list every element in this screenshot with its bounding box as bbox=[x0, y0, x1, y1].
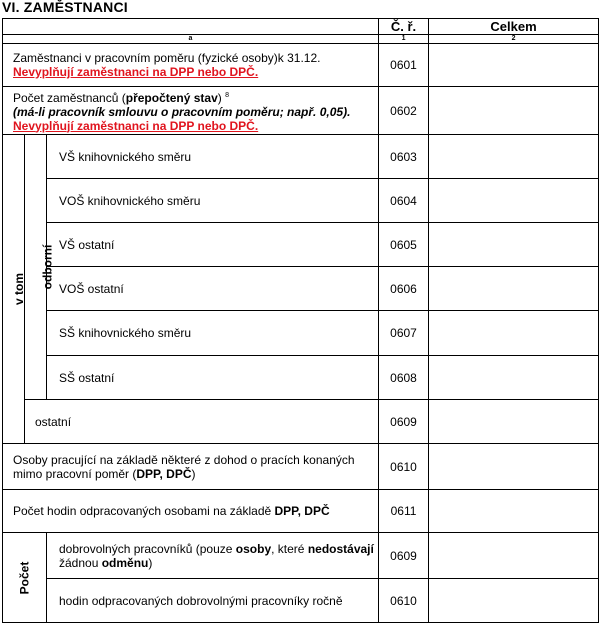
row-0602-label bbox=[3, 87, 379, 135]
row-0608-code: 0608 bbox=[379, 356, 429, 400]
row-0609 bbox=[3, 400, 599, 444]
row-0604 bbox=[3, 179, 599, 223]
row-0602-text-c: ) bbox=[217, 90, 222, 105]
row-0611-code: 0611 bbox=[379, 490, 429, 533]
subheader-a: a bbox=[3, 35, 379, 44]
row-0611-label bbox=[3, 490, 379, 533]
row-0602-text-a: Počet zaměstnanců ( bbox=[13, 90, 126, 105]
row-0609-label: ostatní bbox=[25, 400, 379, 444]
row-0603-total[interactable] bbox=[429, 135, 599, 179]
row-0604-label: VOŠ knihovnického směru bbox=[47, 179, 379, 223]
row-0601-text: Zaměstnanci v pracovním poměru (fyzické osoby)k 31.12. bbox=[13, 51, 321, 65]
row-0601-code: 0601 bbox=[379, 44, 429, 87]
row-volunteers-code: 0609 bbox=[379, 533, 429, 579]
group-pocet: Počet bbox=[3, 533, 47, 623]
row-0610-text-c: ) bbox=[191, 466, 196, 481]
section-title: VI. ZAMĚSTNANCI bbox=[2, 0, 128, 15]
row-0605-label: VŠ ostatní bbox=[47, 223, 379, 267]
row-volunteers bbox=[3, 533, 599, 579]
header-col-total: Celkem bbox=[429, 19, 599, 35]
row-0611 bbox=[3, 490, 599, 533]
group-v-tom: v tom bbox=[3, 135, 25, 444]
row-volunteer-hours-total[interactable] bbox=[429, 579, 599, 623]
row-0602-footnote: 8 bbox=[225, 91, 230, 99]
row-0601 bbox=[3, 44, 599, 87]
row-0608-label: SŠ ostatní bbox=[47, 356, 379, 400]
row-0608-total[interactable] bbox=[429, 356, 599, 400]
row-0610-text-b: DPP, DPČ bbox=[136, 466, 192, 481]
row-volunteers-label: dobrovolných pracovníků (pouze osoby, které nedostávají žádnou odměnu) bbox=[47, 533, 379, 579]
row-0605-code: 0605 bbox=[379, 223, 429, 267]
row-volunteer-hours-code: 0610 bbox=[379, 579, 429, 623]
row-0607-label: SŠ knihovnického směru bbox=[47, 311, 379, 356]
row-0606 bbox=[3, 267, 599, 311]
row-0609-code: 0609 bbox=[379, 400, 429, 444]
header-label-cell bbox=[3, 19, 379, 35]
row-volunteers-total[interactable] bbox=[429, 533, 599, 579]
subheader-1: 1 bbox=[379, 35, 429, 44]
row-0602-code: 0602 bbox=[379, 87, 429, 135]
row-0610-code: 0610 bbox=[379, 444, 429, 490]
row-0604-total[interactable] bbox=[429, 179, 599, 223]
group-odborni: odborní bbox=[25, 135, 47, 400]
row-0606-label: VOŠ ostatní bbox=[47, 267, 379, 311]
row-0611-total[interactable] bbox=[429, 490, 599, 533]
subheader-2: 2 bbox=[429, 35, 599, 44]
row-0601-label bbox=[3, 44, 379, 87]
row-0607 bbox=[3, 311, 599, 356]
row-0610 bbox=[3, 444, 599, 490]
subheader-row bbox=[3, 35, 599, 44]
row-volunteer-hours-label: hodin odpracovaných dobrovolnými pracovníky ročně bbox=[47, 579, 379, 623]
row-0602-note: Nevyplňují zaměstnanci na DPP nebo DPČ. bbox=[13, 118, 259, 133]
row-0604-code: 0604 bbox=[379, 179, 429, 223]
row-0606-code: 0606 bbox=[379, 267, 429, 311]
row-volunteer-hours bbox=[3, 579, 599, 623]
employees-table bbox=[2, 18, 599, 623]
row-0602-italic: (má-li pracovník smlouvu o pracovním poměru; např. 0,05). bbox=[13, 104, 351, 119]
row-0610-total[interactable] bbox=[429, 444, 599, 490]
row-0606-total[interactable] bbox=[429, 267, 599, 311]
row-0603 bbox=[3, 135, 599, 179]
row-0605 bbox=[3, 223, 599, 267]
row-0611-text-b: DPP, DPČ bbox=[274, 504, 330, 518]
row-0601-note: Nevyplňují zaměstnanci na DPP nebo DPČ. bbox=[13, 65, 259, 79]
row-0602-text-b: přepočtený stav bbox=[125, 90, 218, 105]
row-0602 bbox=[3, 87, 599, 135]
row-0602-total[interactable] bbox=[429, 87, 599, 135]
row-0607-total[interactable] bbox=[429, 311, 599, 356]
row-0610-text-a: Osoby pracující na základě některé z dohod o pracích konaných mimo pracovní poměr ( bbox=[13, 452, 355, 481]
row-0608 bbox=[3, 356, 599, 400]
row-0610-label bbox=[3, 444, 379, 490]
row-0603-label: VŠ knihovnického směru bbox=[47, 135, 379, 179]
row-0607-code: 0607 bbox=[379, 311, 429, 356]
row-0603-code: 0603 bbox=[379, 135, 429, 179]
header-col-number: Č. ř. bbox=[379, 19, 429, 35]
row-0601-total[interactable] bbox=[429, 44, 599, 87]
row-0609-total[interactable] bbox=[429, 400, 599, 444]
row-0611-text-a: Počet hodin odpracovaných osobami na základě bbox=[13, 504, 275, 518]
header-row bbox=[3, 19, 599, 35]
row-0605-total[interactable] bbox=[429, 223, 599, 267]
